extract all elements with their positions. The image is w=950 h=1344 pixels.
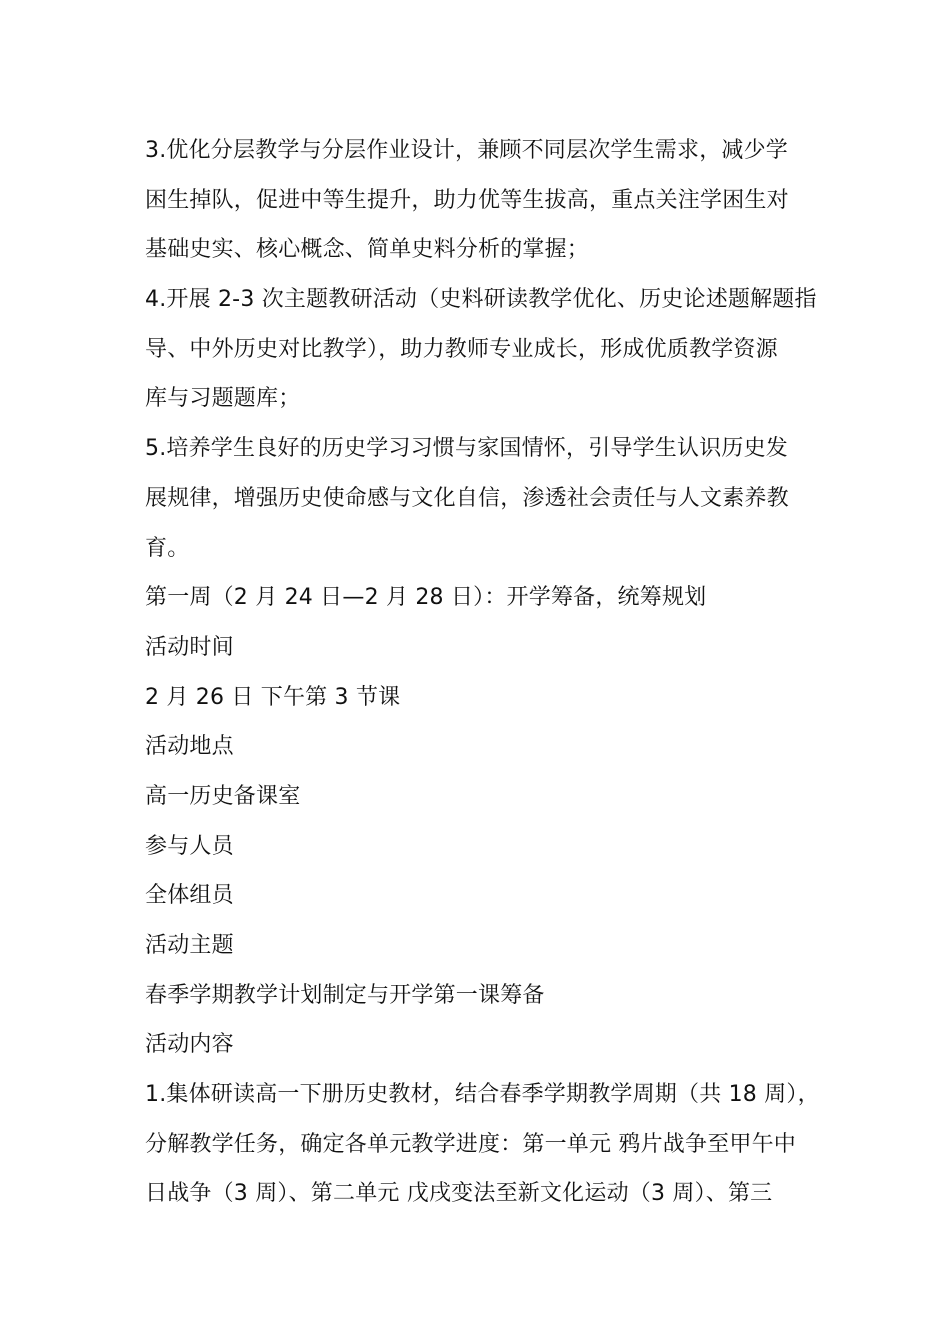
content-item-1-line-1: 1.集体研读高一下册历史教材，结合春季学期教学周期（共 18 周）， <box>145 1082 820 1108</box>
goal-5-line-2: 展规律，增强历史使命感与文化自信，渗透社会责任与人文素养教 <box>145 485 789 511</box>
goal-4-line-1: 4.开展 2-3 次主题教研活动（史料研读教学优化、历史论述题解题指 <box>145 287 817 313</box>
goal-5-line-3: 育。 <box>145 535 190 561</box>
activity-theme-value: 春季学期教学计划制定与开学第一课筹备 <box>145 982 545 1008</box>
goal-3-line-3: 基础史实、核心概念、简单史料分析的掌握； <box>145 237 590 263</box>
content-item-1-line-3: 日战争（3 周）、第二单元 戊戌变法至新文化运动（3 周）、第三 <box>145 1181 773 1207</box>
participants-label: 参与人员 <box>145 833 234 859</box>
goal-3-line-2: 困生掉队，促进中等生提升，助力优等生拔高，重点关注学困生对 <box>145 187 789 213</box>
activity-location-label: 活动地点 <box>145 734 234 760</box>
goal-4-line-3: 库与习题题库； <box>145 386 301 412</box>
goal-4-line-2: 导、中外历史对比教学），助力教师专业成长，形成优质教学资源 <box>145 336 778 362</box>
participants-value: 全体组员 <box>145 883 234 909</box>
activity-content-label: 活动内容 <box>145 1032 234 1058</box>
activity-location-value: 高一历史备课室 <box>145 783 301 809</box>
activity-time-label: 活动时间 <box>145 634 234 660</box>
goal-3-line-1: 3.优化分层教学与分层作业设计，兼顾不同层次学生需求，减少学 <box>145 138 788 163</box>
activity-theme-label: 活动主题 <box>145 933 234 958</box>
document-body <box>145 126 820 1219</box>
week-1-heading: 第一周（2 月 24 日—2 月 28 日）：开学筹备，统筹规划 <box>145 585 707 611</box>
goal-5-line-1: 5.培养学生良好的历史学习习惯与家国情怀，引导学生认识历史发 <box>145 436 788 462</box>
activity-time-value: 2 月 26 日 下午第 3 节课 <box>145 684 401 710</box>
content-item-1-line-2: 分解教学任务，确定各单元教学进度：第一单元 鸦片战争至甲午中 <box>145 1131 796 1157</box>
